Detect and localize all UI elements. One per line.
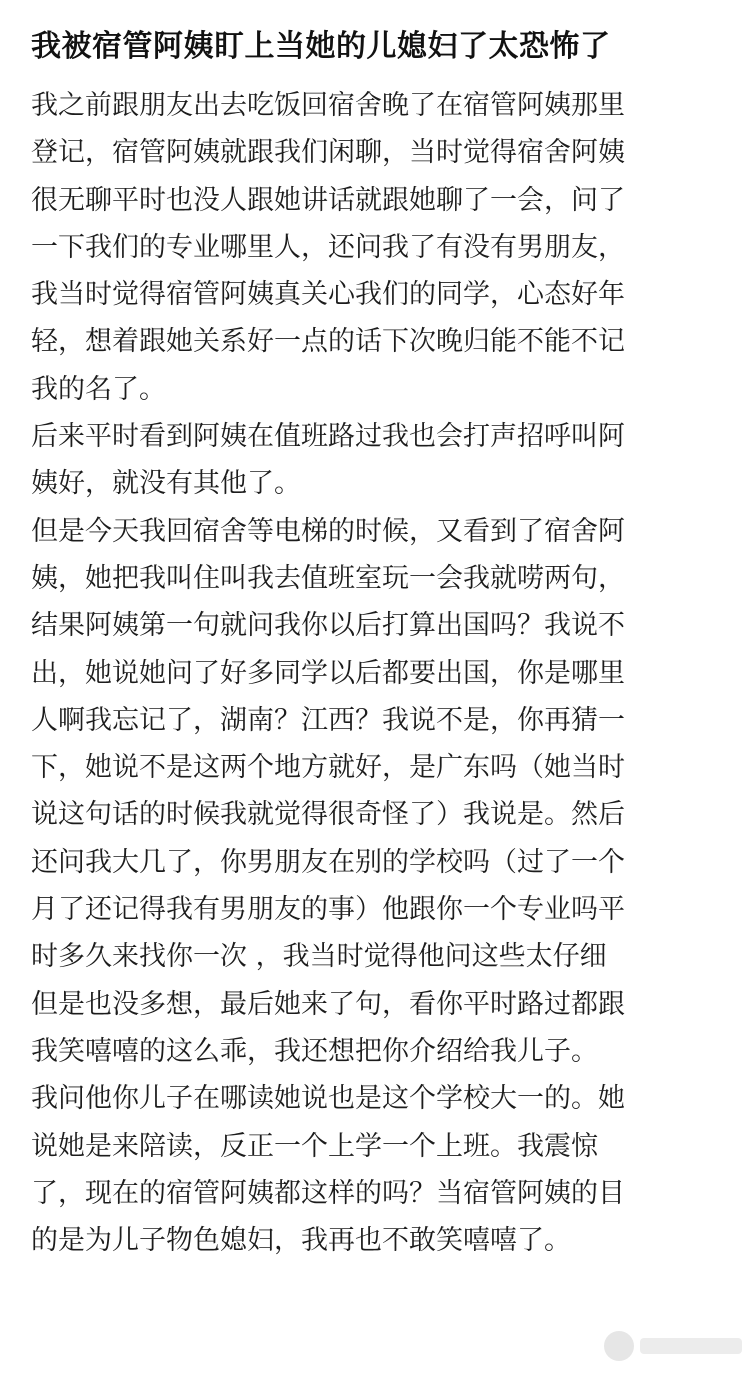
text-line: 但是也没多想，最后她来了句，看你平时路过都跟 [31, 988, 625, 1020]
text-line: 出，她说她问了好多同学以后都要出国，你是哪里 [31, 657, 625, 689]
text-line: 登记，宿管阿姨就跟我们闲聊，当时觉得宿舍阿姨 [31, 137, 625, 169]
text-line: 姨，她把我叫住叫我去值班室玩一会我就唠两句， [31, 562, 625, 594]
watermark-text-block [640, 1338, 742, 1354]
text-line: 说她是来陪读，反正一个上学一个上班。我震惊 [31, 1130, 598, 1162]
text-line: 轻，想着跟她关系好一点的话下次晚归能不能不记 [31, 326, 625, 358]
post-body [31, 82, 731, 1264]
text-line: 结果阿姨第一句就问我你以后打算出国吗？我说不 [31, 610, 625, 642]
text-line: 月了还记得我有男朋友的事）他跟你一个专业吗平 [31, 894, 625, 926]
text-line: 后来平时看到阿姨在值班路过我也会打声招呼叫阿 [31, 421, 625, 453]
text-line: 说这句话的时候我就觉得很奇怪了）我说是。然后 [31, 799, 625, 831]
text-line: 下，她说不是这两个地方就好，是广东吗（她当时 [31, 752, 625, 784]
watermark-logo-icon [604, 1331, 634, 1361]
text-line: 我问他你儿子在哪读她说也是这个学校大一的。她 [31, 1083, 625, 1115]
text-line: 我的名了。 [31, 373, 166, 405]
text-line: 的是为儿子物色媳妇，我再也不敢笑嘻嘻了。 [31, 1225, 571, 1257]
text-line: 我之前跟朋友出去吃饭回宿舍晚了在宿管阿姨那里 [31, 90, 625, 121]
watermark [604, 1328, 742, 1364]
paragraph-2 [31, 413, 731, 508]
text-line: 但是今天我回宿舍等电梯的时候，又看到了宿舍阿 [31, 515, 625, 547]
paragraph-1 [31, 82, 731, 413]
post-title: 我被宿管阿姨盯上当她的儿媳妇了太恐怖了 [31, 29, 611, 64]
text-line: 时多久来找你一次 ，我当时觉得他问这些太仔细 [31, 941, 607, 973]
text-line: 我笑嘻嘻的这么乖，我还想把你介绍给我儿子。 [31, 1035, 598, 1067]
text-line: 一下我们的专业哪里人，还问我了有没有男朋友， [31, 231, 625, 263]
paragraph-4 [31, 1075, 731, 1264]
text-line: 姨好，就没有其他了。 [31, 468, 301, 500]
text-line: 我当时觉得宿管阿姨真关心我们的同学，心态好年 [31, 279, 625, 311]
text-line: 了，现在的宿管阿姨都这样的吗？当宿管阿姨的目 [31, 1177, 625, 1209]
paragraph-3 [31, 508, 731, 1076]
text-line: 人啊我忘记了，湖南？江西？我说不是，你再猜一 [31, 704, 625, 736]
text-line: 还问我大几了，你男朋友在别的学校吗（过了一个 [31, 846, 625, 878]
text-line: 很无聊平时也没人跟她讲话就跟她聊了一会，问了 [31, 184, 625, 216]
